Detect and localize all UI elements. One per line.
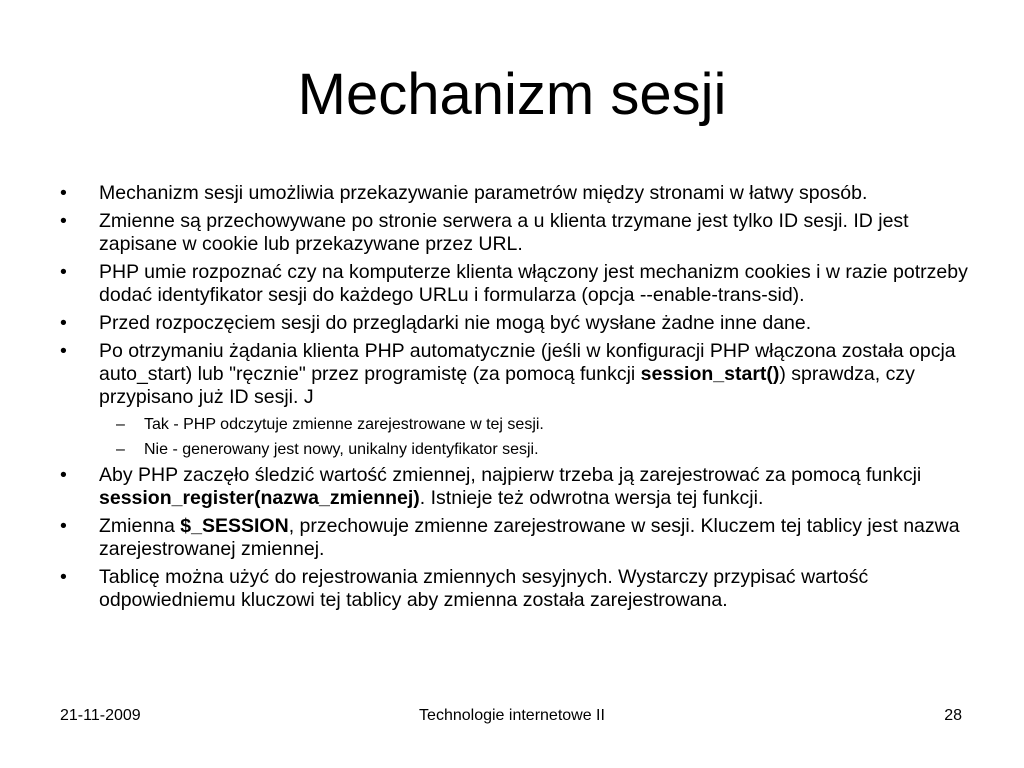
- bullet-text-post: ) sprawdza, czy przypisano już ID sesji. J: [99, 363, 915, 408]
- bullet-text: Mechanizm sesji umożliwia przekazywanie parametrów między stronami w łatwy sposób.: [99, 182, 868, 204]
- bullet-item: [60, 566, 970, 612]
- sub-bullet-symbol: –: [116, 441, 125, 458]
- bullet-item: [60, 182, 970, 205]
- bullet-symbol: •: [60, 566, 67, 588]
- footer-course: Technologie internetowe II: [419, 707, 605, 724]
- bullet-symbol: •: [60, 340, 67, 362]
- sub-bullet-symbol: –: [116, 416, 125, 433]
- bullet-item: [60, 312, 970, 335]
- sub-bullet-item: [60, 439, 970, 460]
- footer-date: 21-11-2009: [60, 707, 141, 724]
- bullet-text: PHP umie rozpoznać czy na komputerze klienta włączony jest mechanizm cookies i w razie potrzeby dodać identyfikator sesji do każdego URLu i formularza (opcja --enable-trans-sid).: [99, 261, 968, 306]
- bullet-item: [60, 261, 970, 307]
- slide-title: Mechanizm sesji: [297, 62, 727, 127]
- bullet-text: Zmienne są przechowywane po stronie serwera a u klienta trzymane jest tylko ID sesji. ID jest zapisane w cookie lub przekazywane przez URL.: [99, 210, 909, 255]
- bullet-text-pre: Po otrzymaniu żądania klienta PHP automatycznie (jeśli w konfiguracji PHP włączona została opcja auto_start) lub "ręcznie" przez programistę (za pomocą funkcji: [99, 340, 956, 385]
- variable-name-session: $_SESSION: [180, 515, 289, 537]
- bullet-symbol: •: [60, 464, 67, 486]
- function-name-session-register: session_register(nazwa_zmiennej): [99, 487, 420, 509]
- function-name-session-start: session_start(): [640, 363, 780, 385]
- bullet-symbol: •: [60, 515, 67, 537]
- bullet-text-post: . Istnieje też odwrotna wersja tej funkcji.: [419, 487, 764, 509]
- bullet-text-pre: Aby PHP zaczęło śledzić wartość zmiennej, najpierw trzeba ją zarejestrować za pomocą funkcji: [99, 464, 922, 486]
- footer-page-number: 28: [944, 707, 962, 724]
- bullet-item: [60, 210, 970, 256]
- bullet-text: Tablicę można użyć do rejestrowania zmiennych sesyjnych. Wystarczy przypisać wartość odpowiedniemu kluczowi tej tablicy aby zmienna została zarejestrowana.: [99, 566, 869, 611]
- bullet-text: Przed rozpoczęciem sesji do przeglądarki nie mogą być wysłane żadne inne dane.: [99, 312, 812, 334]
- sub-bullet-text: Tak - PHP odczytuje zmienne zarejestrowane w tej sesji.: [144, 416, 544, 433]
- bullet-item: [60, 515, 970, 561]
- bullet-item: [60, 464, 970, 510]
- sub-bullet-item: [60, 414, 970, 435]
- bullet-symbol: •: [60, 182, 67, 204]
- bullet-symbol: •: [60, 261, 67, 283]
- bullet-text-pre: Zmienna: [99, 515, 181, 537]
- bullet-item: [60, 340, 970, 409]
- sub-bullet-text: Nie - generowany jest nowy, unikalny identyfikator sesji.: [144, 441, 539, 458]
- slide-content: [60, 182, 970, 617]
- bullet-text-post: , przechowuje zmienne zarejestrowane w sesji. Kluczem tej tablicy jest nazwa zarejestrowanej zmiennej.: [99, 515, 960, 560]
- bullet-symbol: •: [60, 312, 67, 334]
- bullet-symbol: •: [60, 210, 67, 232]
